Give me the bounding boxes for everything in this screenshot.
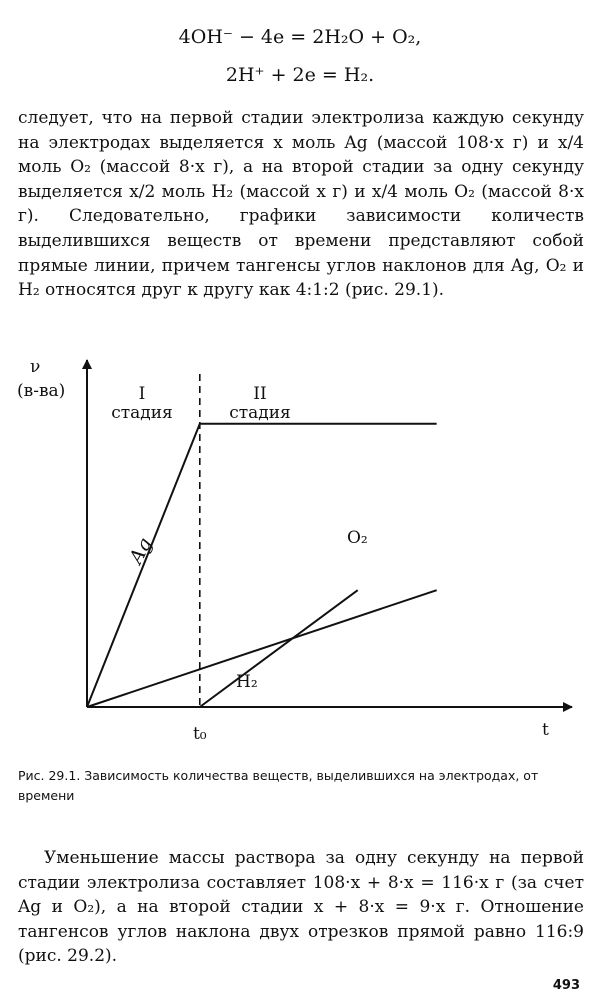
stage-1-word: стадия xyxy=(111,403,173,423)
page-number: 493 xyxy=(552,978,580,993)
y-axis-label-substance: (в-ва) xyxy=(17,381,66,401)
series-h2-label: H₂ xyxy=(236,672,258,692)
paragraph-second: Уменьшение массы раствора за одну секунду на первой стадии электролиза составляет 108·x + 8·x = 116·x г (за счет Ag и O₂), а на второй стадии x + 8·x = 9·x г. Отношение тангенсов углов наклона двух отрезков прямой равно 116:9 (рис. 29.2). xyxy=(18,848,584,967)
y-axis-label-symbol: ν xyxy=(30,357,41,377)
figure-29-1-chart xyxy=(0,352,600,762)
stage-1-numeral: I xyxy=(138,384,146,404)
x-tick-t0: t₀ xyxy=(192,724,207,744)
equation-oxygen: 4OH⁻ − 4e = 2H₂O + O₂, xyxy=(178,26,422,48)
series-h2-line xyxy=(200,590,358,707)
series-o2-label: O₂ xyxy=(347,528,368,548)
x-axis-label: t xyxy=(542,720,549,740)
stage-2-numeral: II xyxy=(253,384,267,404)
series-ag-label: Ag xyxy=(124,534,157,568)
equation-hydrogen: 2H⁺ + 2e = H₂. xyxy=(225,64,375,86)
paragraph-first: следует, что на первой стадии электролиза каждую секунду на электродах выделяется x моль Ag (массой 108·x г) и x/4 моль O₂ (массой 8·x г), а на второй стадии за одну секунду выделяется x/2 моль H₂ (массой x г) и x/4 моль O₂ (массой 8·x г). Следовательно, графики зависимости количеств выделившихся веществ от времени представляют собой прямые линии, причем тангенсы углов наклонов для Ag, O₂ и H₂ относятся друг к другу как 4:1:2 (рис. 29.1). xyxy=(18,108,584,301)
series-o2-line xyxy=(87,590,437,707)
stage-2-word: стадия xyxy=(229,403,291,423)
figure-caption: Рис. 29.1. Зависимость количества веществ, выделившихся на электродах, от времени xyxy=(18,768,539,803)
